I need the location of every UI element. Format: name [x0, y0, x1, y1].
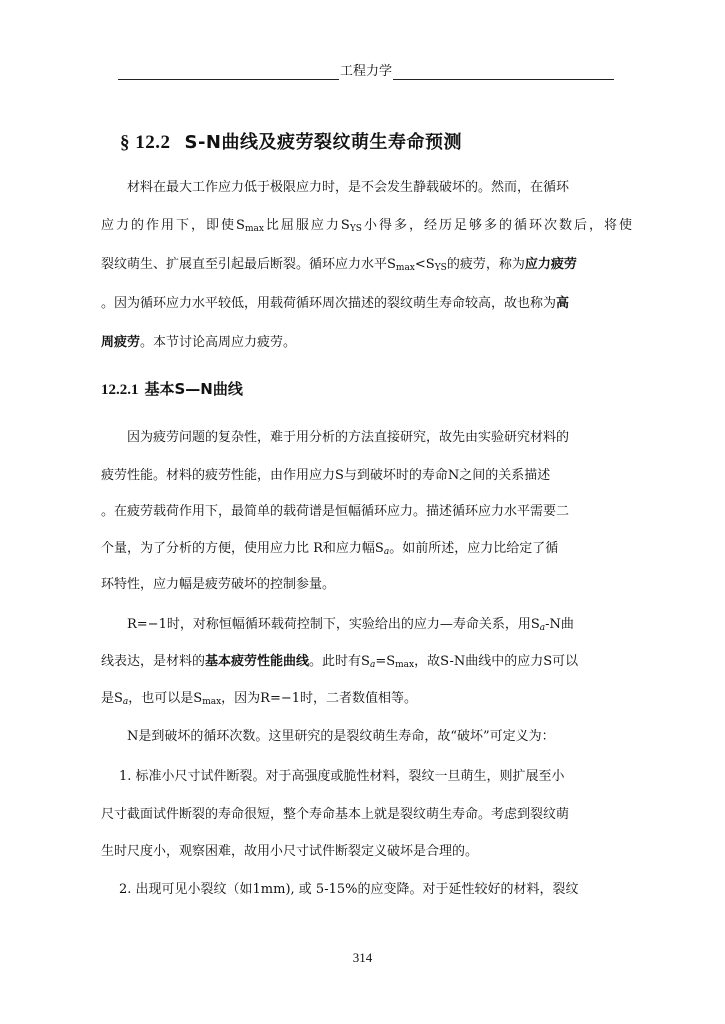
list-item-1-line-1: [101, 767, 632, 787]
paragraph-3-line-2: [101, 652, 632, 672]
text-run: =S: [375, 654, 396, 669]
paragraph-2-line-5: [101, 575, 632, 595]
text-run: 线表达，是材料的: [101, 654, 206, 669]
subscript: YS: [349, 224, 362, 234]
list-item-1-line-3: [101, 842, 632, 862]
subscript: max: [202, 697, 222, 707]
subscript: a: [369, 660, 376, 670]
text-run: 应力的作用下，即使S: [101, 218, 245, 233]
text-run: 个量，为了分析的方便，使用应力比 R和应力幅S: [101, 541, 384, 556]
bold-term: 高: [556, 296, 570, 311]
paragraph-4-line-1: [101, 727, 632, 747]
paragraph-1-line-4: [101, 294, 632, 314]
text-run: 裂纹萌生、扩展直至引起最后断裂。循环应力水平S: [101, 257, 396, 272]
subscript: max: [244, 224, 264, 234]
text-run: 。此时有S: [309, 654, 370, 669]
text-run: 环特性，应力幅是疲劳破坏的控制参量。: [101, 577, 336, 592]
header-rule-left: [118, 67, 339, 80]
subscript: YS: [434, 263, 447, 273]
page-number: 314: [352, 950, 373, 965]
subscript: max: [395, 660, 415, 670]
subscript: max: [395, 263, 415, 273]
list-item-2-line-1: [101, 880, 632, 900]
paragraph-2-line-3: [101, 502, 632, 522]
paragraph-2-line-4: [101, 539, 632, 559]
text-run: ，也可以是S: [128, 691, 203, 706]
text-run: 疲劳性能。材料的疲劳性能，由作用应力S与到破坏时的寿命N之间的关系描述: [101, 468, 551, 483]
list-item-1-line-2: [101, 805, 632, 825]
text-run: 尺寸截面试件断裂的寿命很短，整个寿命基本上就是裂纹萌生寿命。考虑到裂纹萌: [101, 807, 570, 822]
text-run: R=−1时，对称恒幅循环载荷控制下，实验给出的应力—寿命关系，用S: [127, 617, 540, 632]
text-run: 。本节讨论高周应力疲劳。: [140, 335, 297, 350]
text-run: 。在疲劳载荷作用下，最简单的载荷谱是恒幅循环应力。描述循环应力水平需要二: [101, 504, 570, 519]
text-run: 的疲劳，称为: [446, 257, 525, 272]
paragraph-1-line-2: [101, 216, 632, 236]
section-heading: [120, 128, 462, 154]
bold-term: 周疲劳: [101, 335, 141, 350]
header-title: 工程力学: [340, 64, 393, 79]
subsection-number: 12.2.1: [101, 382, 139, 398]
text-run: 比屈服应力S: [263, 218, 350, 233]
text-run: ，因为R=−1时，二者数值相等。: [221, 691, 418, 706]
text-run: 1. 标准小尺寸试件断裂。对于高强度或脆性材料，裂纹一旦萌生，则扩展至小: [119, 769, 565, 784]
paragraph-1-line-3: [101, 255, 632, 275]
paragraph-2-line-2: [101, 466, 632, 486]
text-run: N是到破坏的循环次数。这里研究的是裂纹萌生寿命，故“破坏”可定义为：: [127, 729, 555, 744]
subscript: a: [122, 697, 129, 707]
subsection-title: 基本S—N曲线: [144, 380, 243, 398]
section-number: § 12.2: [120, 132, 171, 153]
text-run: 2. 出现可见小裂纹（如1mm), 或 5-15%的应变降。对于延性较好的材料，裂纹: [119, 882, 579, 897]
text-run: 材料在最大工作应力低于极限应力时，是不会发生静载破坏的。然而，在循环: [127, 180, 570, 195]
section-title: S-N曲线及疲劳裂纹萌生寿命预测: [184, 132, 462, 153]
text-run: 生时尺度小，观察困难，故用小尺寸试件断裂定义破坏是合理的。: [101, 844, 479, 859]
text-run: ，故S-N曲线中的应力S可以: [414, 654, 579, 669]
subsection-heading: [101, 378, 243, 399]
header-rule-right: [393, 67, 614, 80]
text-run: 是S: [101, 691, 123, 706]
paragraph-3-line-1: [101, 615, 632, 635]
subscript: a: [383, 547, 390, 557]
text-run: 。因为循环应力水平较低，用载荷循环周次描述的裂纹萌生寿命较高，故也称为: [101, 296, 557, 311]
text-run: <S: [414, 257, 435, 272]
text-run: 因为疲劳问题的复杂性，难于用分析的方法直接研究，故先由实验研究材料的: [127, 430, 570, 445]
bold-term: 应力疲劳: [524, 257, 577, 272]
paragraph-1-line-1: [101, 178, 632, 198]
text-run: -N曲: [545, 617, 574, 632]
subscript: a: [539, 623, 546, 633]
bold-term: 基本疲劳性能曲线: [205, 654, 310, 669]
paragraph-3-line-3: [101, 689, 632, 709]
paragraph-2-line-1: [101, 428, 632, 448]
text-run: 小得多，经历足够多的循环次数后，将使: [361, 218, 632, 233]
running-header: [118, 62, 614, 80]
paragraph-1-line-5: [101, 333, 632, 353]
text-run: 。如前所述，应力比给定了循: [389, 541, 559, 556]
